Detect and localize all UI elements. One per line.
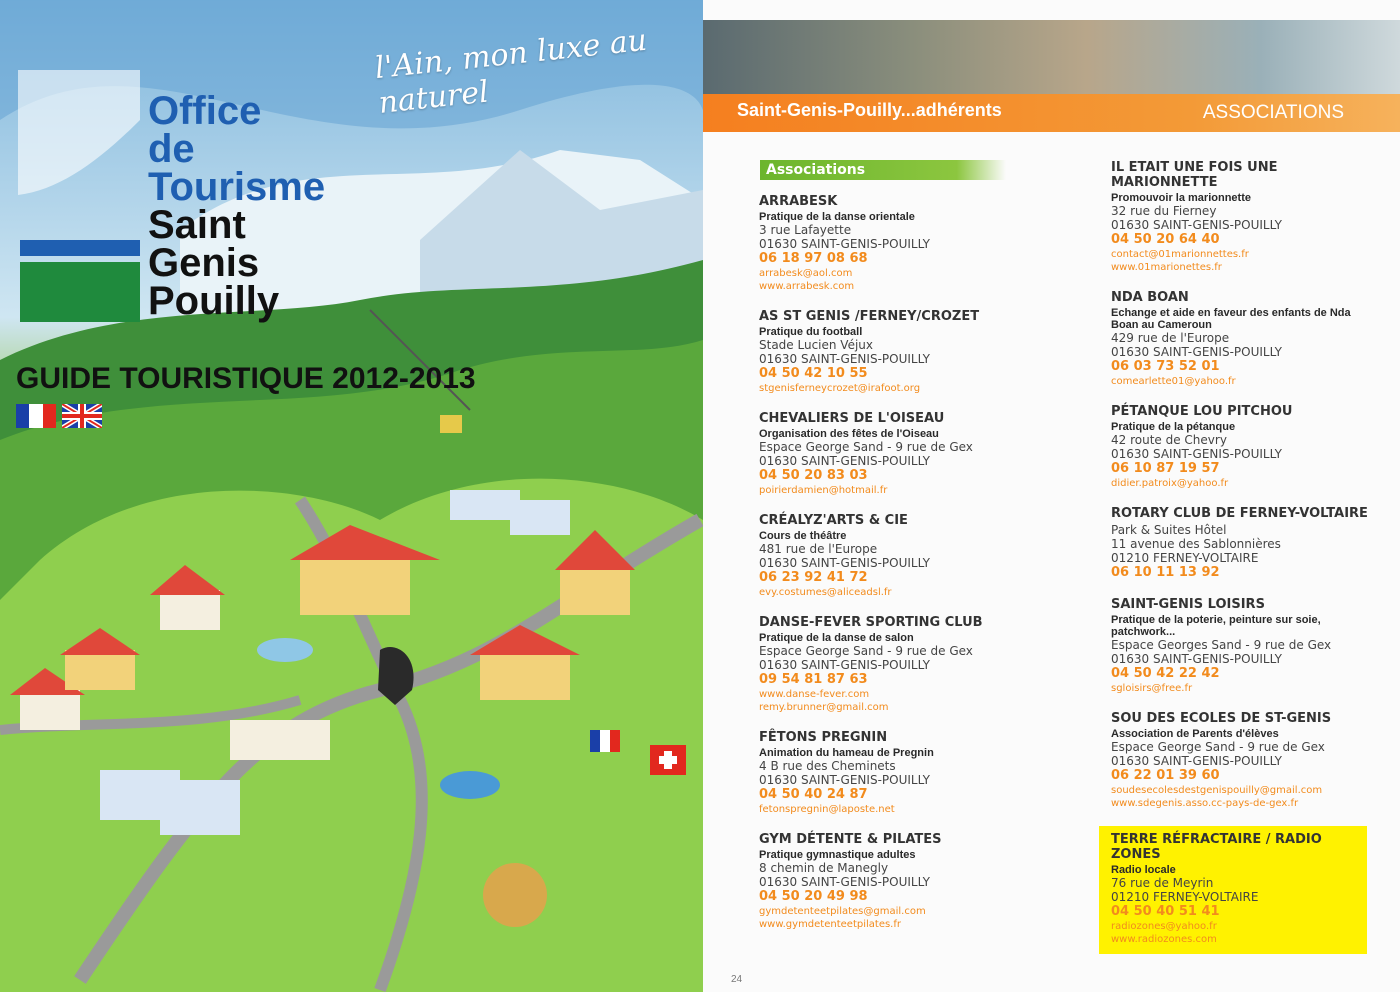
association-entry bbox=[1111, 711, 1381, 810]
email-link[interactable]: comearlette01@yahoo.fr bbox=[1111, 376, 1236, 387]
association-name: FÊTONS PREGNIN bbox=[759, 730, 888, 745]
address-line: 4 B rue des Cheminets bbox=[759, 759, 896, 773]
website-link[interactable]: www.01marionettes.fr bbox=[1111, 262, 1222, 273]
address-line: 3 rue Lafayette bbox=[759, 223, 852, 237]
phone-number[interactable]: 06 10 11 13 92 bbox=[1111, 565, 1220, 580]
phone-number[interactable]: 09 54 81 87 63 bbox=[759, 672, 868, 687]
phone-number[interactable]: 04 50 40 51 41 bbox=[1111, 904, 1220, 919]
uk-flag-icon[interactable] bbox=[62, 404, 102, 428]
logo-line: Tourisme bbox=[148, 165, 326, 209]
french-flag-icon[interactable] bbox=[16, 404, 56, 428]
association-name: NDA BOAN bbox=[1111, 290, 1189, 305]
address-line: Espace George Sand - 9 rue de Gex bbox=[759, 644, 973, 658]
phone-number[interactable]: 04 50 20 64 40 bbox=[1111, 232, 1220, 247]
email-link[interactable]: sgloisirs@free.fr bbox=[1111, 683, 1193, 694]
email-link[interactable]: fetonspregnin@laposte.net bbox=[759, 804, 895, 815]
phone-number[interactable]: 04 50 42 10 55 bbox=[759, 366, 868, 381]
email-link[interactable]: contact@01marionnettes.fr bbox=[1111, 249, 1249, 260]
address-line: 01630 SAINT-GENIS-POUILLY bbox=[759, 773, 931, 787]
address-line: 01630 SAINT-GENIS-POUILLY bbox=[759, 352, 931, 366]
association-name: CHEVALIERS DE L'OISEAU bbox=[759, 411, 945, 426]
association-entry bbox=[1111, 290, 1381, 388]
address-line: Park & Suites Hôtel bbox=[1111, 523, 1227, 537]
email-link[interactable]: poirierdamien@hotmail.fr bbox=[759, 485, 888, 496]
phone-number[interactable]: 06 22 01 39 60 bbox=[1111, 768, 1220, 783]
page-number: 24 bbox=[731, 974, 743, 985]
association-entry bbox=[1099, 826, 1367, 954]
address-line: 01210 FERNEY-VOLTAIRE bbox=[1111, 551, 1259, 565]
address-line: 11 avenue des Sablonnières bbox=[1111, 537, 1281, 551]
phone-number[interactable]: 06 10 87 19 57 bbox=[1111, 461, 1220, 476]
association-entry bbox=[759, 832, 1059, 931]
email-link[interactable]: gymdetenteetpilates@gmail.com bbox=[759, 906, 926, 917]
email-link[interactable]: evy.costumes@aliceadsl.fr bbox=[759, 587, 892, 598]
address-line: 01630 SAINT-GENIS-POUILLY bbox=[759, 875, 931, 889]
address-line: 01630 SAINT-GENIS-POUILLY bbox=[1111, 218, 1283, 232]
logo-line: Pouilly bbox=[148, 279, 280, 323]
association-name: PÉTANQUE LOU PITCHOU bbox=[1111, 404, 1293, 419]
association-description: Pratique de la poterie, peinture sur soie, patchwork... bbox=[1111, 614, 1321, 638]
page-banner bbox=[703, 94, 1400, 132]
logo-line: Genis bbox=[148, 241, 260, 285]
street-photo bbox=[703, 20, 1400, 94]
address-line: 01630 SAINT-GENIS-POUILLY bbox=[759, 658, 931, 672]
address-line: 01630 SAINT-GENIS-POUILLY bbox=[1111, 652, 1283, 666]
banner-left-title: Saint-Genis-Pouilly...adhérents bbox=[737, 100, 1002, 120]
office-tourisme-logo bbox=[148, 89, 326, 323]
phone-number[interactable]: 06 03 73 52 01 bbox=[1111, 359, 1220, 374]
address-line: 01630 SAINT-GENIS-POUILLY bbox=[1111, 447, 1283, 461]
association-name: SOU DES ECOLES DE ST-GENIS bbox=[1111, 711, 1332, 726]
address-line: 76 rue de Meyrin bbox=[1111, 876, 1214, 890]
association-description: Cours de théâtre bbox=[759, 530, 847, 542]
association-name: ARRABESK bbox=[759, 194, 838, 209]
section-tag: Associations bbox=[760, 160, 1006, 180]
address-line: 01630 SAINT-GENIS-POUILLY bbox=[759, 237, 931, 251]
association-name: DANSE-FEVER SPORTING CLUB bbox=[759, 615, 983, 630]
banner-right-title: ASSOCIATIONS bbox=[1202, 102, 1344, 123]
association-name: AS ST GENIS /FERNEY/CROZET bbox=[759, 309, 980, 324]
association-description: Pratique du football bbox=[759, 326, 863, 338]
association-entry bbox=[1111, 160, 1381, 274]
language-flags bbox=[16, 404, 102, 428]
address-line: 01210 FERNEY-VOLTAIRE bbox=[1111, 890, 1259, 904]
email-link[interactable]: stgenisferneycrozet@irafoot.org bbox=[759, 383, 921, 394]
association-entry bbox=[759, 309, 1059, 395]
association-entry bbox=[1111, 404, 1381, 490]
email-link[interactable]: remy.brunner@gmail.com bbox=[759, 702, 889, 713]
association-entry bbox=[1111, 597, 1381, 695]
logo-line: de bbox=[148, 127, 195, 171]
association-name: ROTARY CLUB DE FERNEY-VOLTAIRE bbox=[1111, 506, 1368, 521]
address-line: Espace George Sand - 9 rue de Gex bbox=[759, 440, 973, 454]
phone-number[interactable]: 04 50 40 24 87 bbox=[759, 787, 868, 802]
association-entry bbox=[759, 730, 1059, 816]
address-line: Espace Georges Sand - 9 rue de Gex bbox=[1111, 638, 1332, 652]
cover-tagline: l'Ain, mon luxe au naturel bbox=[373, 22, 649, 121]
address-line: 01630 SAINT-GENIS-POUILLY bbox=[759, 556, 931, 570]
phone-number[interactable]: 04 50 20 49 98 bbox=[759, 889, 868, 904]
phone-number[interactable]: 06 23 92 41 72 bbox=[759, 570, 868, 585]
association-description: Echange et aide en faveur des enfants de Nda Boan au Cameroun bbox=[1111, 307, 1351, 331]
association-entry bbox=[1111, 506, 1381, 581]
association-description: Radio locale bbox=[1111, 864, 1176, 876]
email-link[interactable]: soudesecolesdestgenispouilly@gmail.com bbox=[1111, 785, 1323, 796]
address-line: 42 route de Chevry bbox=[1111, 433, 1227, 447]
left-column bbox=[759, 194, 1059, 947]
address-line: 429 rue de l'Europe bbox=[1111, 331, 1230, 345]
guide-title: GUIDE TOURISTIQUE 2012-2013 bbox=[16, 362, 476, 395]
address-line: 01630 SAINT-GENIS-POUILLY bbox=[1111, 754, 1283, 768]
association-description: Pratique de la pétanque bbox=[1111, 421, 1236, 433]
website-link[interactable]: www.gymdetenteetpilates.fr bbox=[759, 919, 901, 930]
website-link[interactable]: www.radiozones.com bbox=[1111, 934, 1217, 945]
right-column bbox=[1111, 160, 1381, 970]
association-description: Animation du hameau de Pregnin bbox=[759, 747, 934, 759]
address-line: Espace George Sand - 9 rue de Gex bbox=[1111, 740, 1325, 754]
phone-number[interactable]: 06 18 97 08 68 bbox=[759, 251, 868, 266]
phone-number[interactable]: 04 50 42 22 42 bbox=[1111, 666, 1220, 681]
association-description: Organisation des fêtes de l'Oiseau bbox=[759, 428, 939, 440]
address-line: Stade Lucien Véjux bbox=[759, 338, 874, 352]
association-description: Pratique de la danse de salon bbox=[759, 632, 914, 644]
association-name: IL ETAIT UNE FOIS UNE MARIONNETTE bbox=[1111, 160, 1278, 190]
website-link[interactable]: www.arrabesk.com bbox=[759, 281, 855, 292]
association-name: SAINT-GENIS LOISIRS bbox=[1111, 597, 1265, 612]
association-description: Association de Parents d'élèves bbox=[1111, 728, 1279, 740]
address-line: 01630 SAINT-GENIS-POUILLY bbox=[1111, 345, 1283, 359]
address-line: 01630 SAINT-GENIS-POUILLY bbox=[759, 454, 931, 468]
association-name: CRÉALYZ'ARTS & CIE bbox=[759, 513, 908, 528]
email-link[interactable]: radiozones@yahoo.fr bbox=[1111, 921, 1217, 932]
email-link[interactable]: arrabesk@aol.com bbox=[759, 268, 853, 279]
logo-line: Office bbox=[148, 89, 262, 133]
association-description: Pratique de la danse orientale bbox=[759, 211, 915, 223]
association-name: GYM DÉTENTE & PILATES bbox=[759, 832, 942, 847]
association-entry bbox=[759, 615, 1059, 714]
association-name: TERRE RÉFRACTAIRE / RADIO ZONES bbox=[1111, 832, 1322, 862]
association-entry bbox=[759, 194, 1059, 293]
association-description: Pratique gymnastique adultes bbox=[759, 849, 916, 861]
association-entry bbox=[759, 411, 1059, 497]
address-line: 8 chemin de Manegly bbox=[759, 861, 889, 875]
address-line: 481 rue de l'Europe bbox=[759, 542, 878, 556]
association-description: Promouvoir la marionnette bbox=[1111, 192, 1251, 204]
website-link[interactable]: www.danse-fever.com bbox=[759, 689, 870, 700]
phone-number[interactable]: 04 50 20 83 03 bbox=[759, 468, 868, 483]
association-entry bbox=[759, 513, 1059, 599]
associations-page bbox=[703, 0, 1400, 992]
logo-line: Saint bbox=[148, 203, 246, 247]
email-link[interactable]: didier.patroix@yahoo.fr bbox=[1111, 478, 1229, 489]
website-link[interactable]: www.sdegenis.asso.cc-pays-de-gex.fr bbox=[1111, 798, 1299, 809]
address-line: 32 rue du Fierney bbox=[1111, 204, 1217, 218]
